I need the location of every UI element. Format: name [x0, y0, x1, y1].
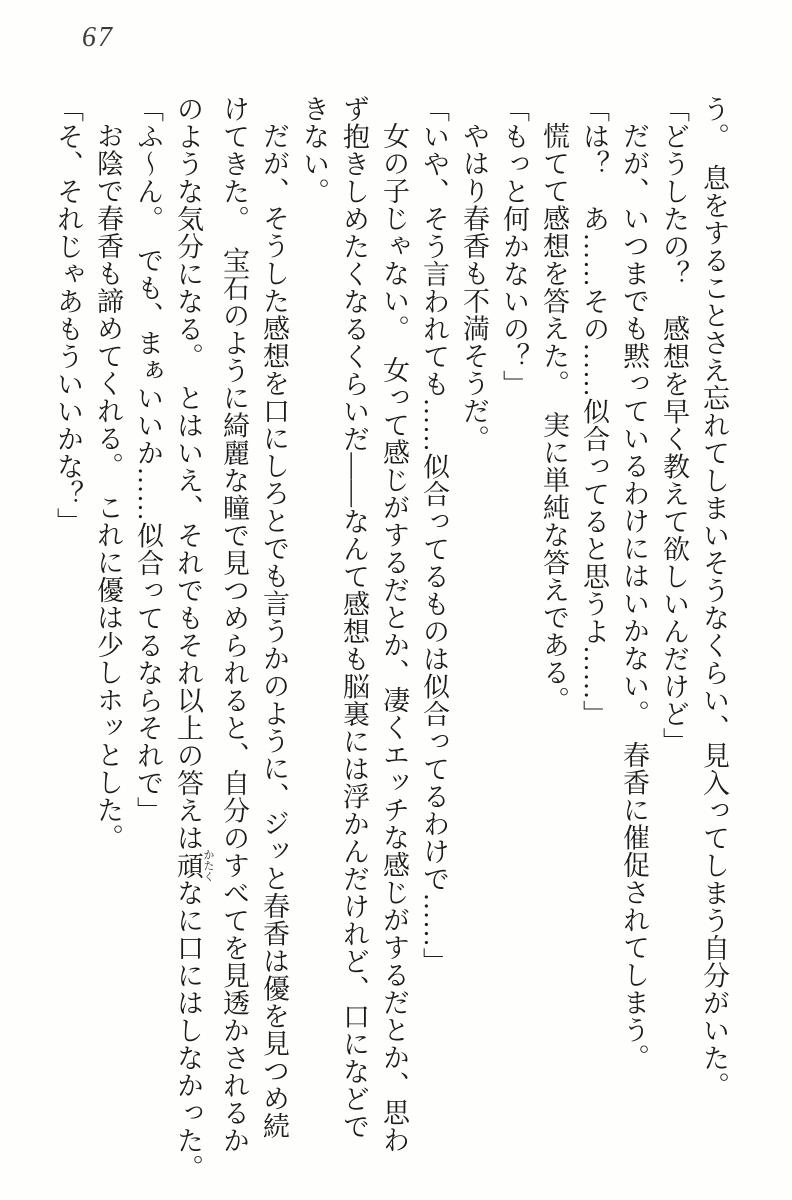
text-line: 女の子じゃない。 女って感じがするだとか、凄くエッチな感じがするだとか、思わ: [379, 122, 409, 1154]
text-line: 「そ、それじゃあもういいかな？」: [53, 95, 83, 535]
text-line: けてきた。 宝石のように綺麗な瞳で見つめられると、自分のすべてを見透かされるか: [219, 95, 249, 1154]
text-line: 「いや、そう言われても……似合ってるものは似合ってるわけで……」: [419, 95, 449, 975]
text-line: う。 息をすることさえ忘れてしまいそうなくらい、見入ってしまう自分がいた。: [699, 95, 729, 1099]
text-line: だが、そうした感想を口にしろとでも言うかのように、ジッと春香は優を見つめ続: [259, 122, 289, 1140]
text-line: きない。: [299, 95, 329, 205]
text-line: だが、いつまでも黙っているわけにはいかない。 春香に催促されてしまう。: [619, 122, 649, 1071]
text-line: 「ふ〜ん。 でも、まぁいいか……似合ってるならそれで」: [133, 95, 163, 824]
text-line: のような気分になる。 とはいえ、それでもそれ以上の答えは頑 かたくなに口にはしなかった。: [173, 95, 214, 1182]
vertical-text-block: [48, 95, 734, 1187]
text-line: 「は？ あ……その……似合ってると思うよ……」: [579, 95, 609, 728]
text-line: やはり春香も不満そうだ。: [459, 122, 489, 452]
text-line: お陰で春香も諦めてくれる。 これに優は少しホッとした。: [93, 122, 123, 851]
furigana-ruby: 頑 かたく: [173, 848, 214, 882]
text-line: 「どうしたの？ 感想を早く教えて欲しいんだけど」: [659, 95, 689, 755]
text-line: 慌てて感想を答えた。 実に単純な答えである。: [539, 122, 569, 714]
text-line: 「もっと何かないの？」: [499, 95, 529, 398]
text-line: ず抱きしめたくなるくらいだ――なんて感想も脳裏には浮かんだけれど、口になどで: [339, 95, 369, 1140]
page-number: 67: [82, 22, 114, 53]
